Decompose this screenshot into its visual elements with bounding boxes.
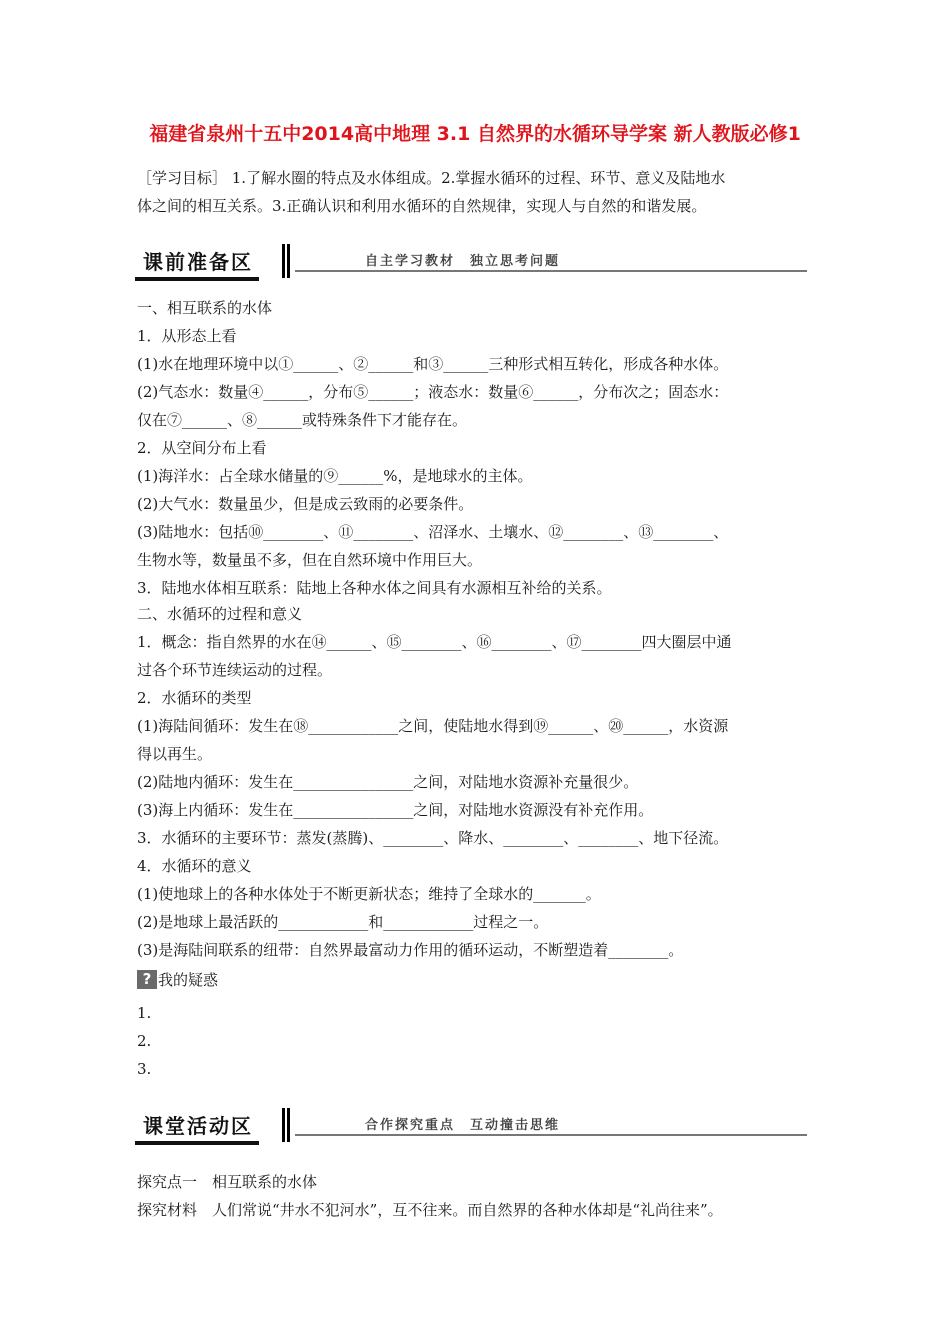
doubt-item: 1.	[137, 1004, 152, 1022]
text-line: 3．陆地水体相互联系：陆地上各种水体之间具有水源相互补给的关系。	[137, 579, 612, 597]
section-tag: 课堂活动区	[135, 1111, 259, 1145]
text-line: 探究点一 相互联系的水体	[137, 1173, 318, 1191]
text-line: 4．水循环的意义	[137, 857, 252, 875]
text-line: 二、水循环的过程和意义	[137, 605, 303, 623]
section-slogan: 合作探究重点 互动撞击思维	[365, 1118, 561, 1133]
text-line: (2)陆地内循环：发生在________________之间，对陆地水资源补充量很少。	[137, 773, 639, 791]
banner-rule	[295, 270, 807, 272]
section-slogan: 自主学习教材 独立思考问题	[365, 254, 561, 269]
section-banner-prep	[135, 244, 807, 278]
text-line: (2)大气水：数量虽少，但是成云致雨的必要条件。	[137, 495, 474, 513]
section-banner-class	[135, 1108, 807, 1142]
text-line: 2．从空间分布上看	[137, 439, 267, 457]
doubt-item: 2.	[137, 1032, 152, 1050]
banner-rule	[295, 1134, 807, 1136]
banner-divider	[282, 1108, 290, 1142]
question-icon: ?	[137, 970, 157, 989]
text-line: (3)是海陆间联系的纽带：自然界最富动力作用的循环运动，不断塑造着________。	[137, 941, 684, 959]
text-line: 过各个环节连续运动的过程。	[137, 661, 333, 679]
doubt-item: 3.	[137, 1060, 152, 1078]
text-line: (3)陆地水：包括⑩________、⑪________、沼泽水、土壤水、⑫________、⑬________、	[137, 523, 729, 541]
text-line: 仅在⑦______、⑧______或特殊条件下才能存在。	[137, 411, 468, 429]
banner-divider	[282, 244, 290, 278]
text-line: 探究材料 人们常说“井水不犯河水”，互不往来。而自然界的各种水体却是“礼尚往来”。	[137, 1201, 723, 1219]
doubts-label: 我的疑惑	[158, 971, 219, 989]
text-line: (2)是地球上最活跃的____________和____________过程之一。	[137, 913, 549, 931]
text-line: (1)海洋水：占全球水储量的⑨______%，是地球水的主体。	[137, 467, 533, 485]
text-line: (1)海陆间循环：发生在⑱____________之间，使陆地水得到⑲______、⑳______，水资源	[137, 717, 729, 735]
objectives-line: 体之间的相互关系。3.正确认识和利用水循环的自然规律，实现人与自然的和谐发展。	[137, 197, 707, 215]
text-line: 2．水循环的类型	[137, 689, 252, 707]
text-line: (1)水在地理环境中以①______、②______和③______三种形式相互转化，形成各种水体。	[137, 355, 729, 373]
text-line: 生物水等，数量虽不多，但在自然环境中作用巨大。	[137, 551, 483, 569]
doubts-heading	[137, 970, 218, 990]
objectives-line: ［学习目标］ 1.了解水圈的特点及水体组成。2.掌握水循环的过程、环节、意义及陆地水	[137, 169, 726, 187]
text-line: 1．从形态上看	[137, 327, 237, 345]
text-line: 3．水循环的主要环节：蒸发(蒸腾)、________、降水、________、________、地下径流。	[137, 829, 729, 847]
document-title: 福建省泉州十五中2014高中地理 3.1 自然界的水循环导学案 新人教版必修1	[149, 123, 801, 145]
text-line: 1．概念：指自然界的水在⑭______、⑮________、⑯________、⑰________四大圈层中通	[137, 633, 732, 651]
text-line: 一、相互联系的水体	[137, 299, 273, 317]
text-line: (2)气态水：数量④______，分布⑤______；液态水：数量⑥______，分布次之；固态水：	[137, 383, 729, 401]
text-line: (1)使地球上的各种水体处于不断更新状态；维持了全球水的_______。	[137, 885, 601, 903]
section-tag: 课前准备区	[135, 247, 259, 281]
text-line: 得以再生。	[137, 745, 213, 763]
text-line: (3)海上内循环：发生在________________之间，对陆地水资源没有补充作用。	[137, 801, 654, 819]
